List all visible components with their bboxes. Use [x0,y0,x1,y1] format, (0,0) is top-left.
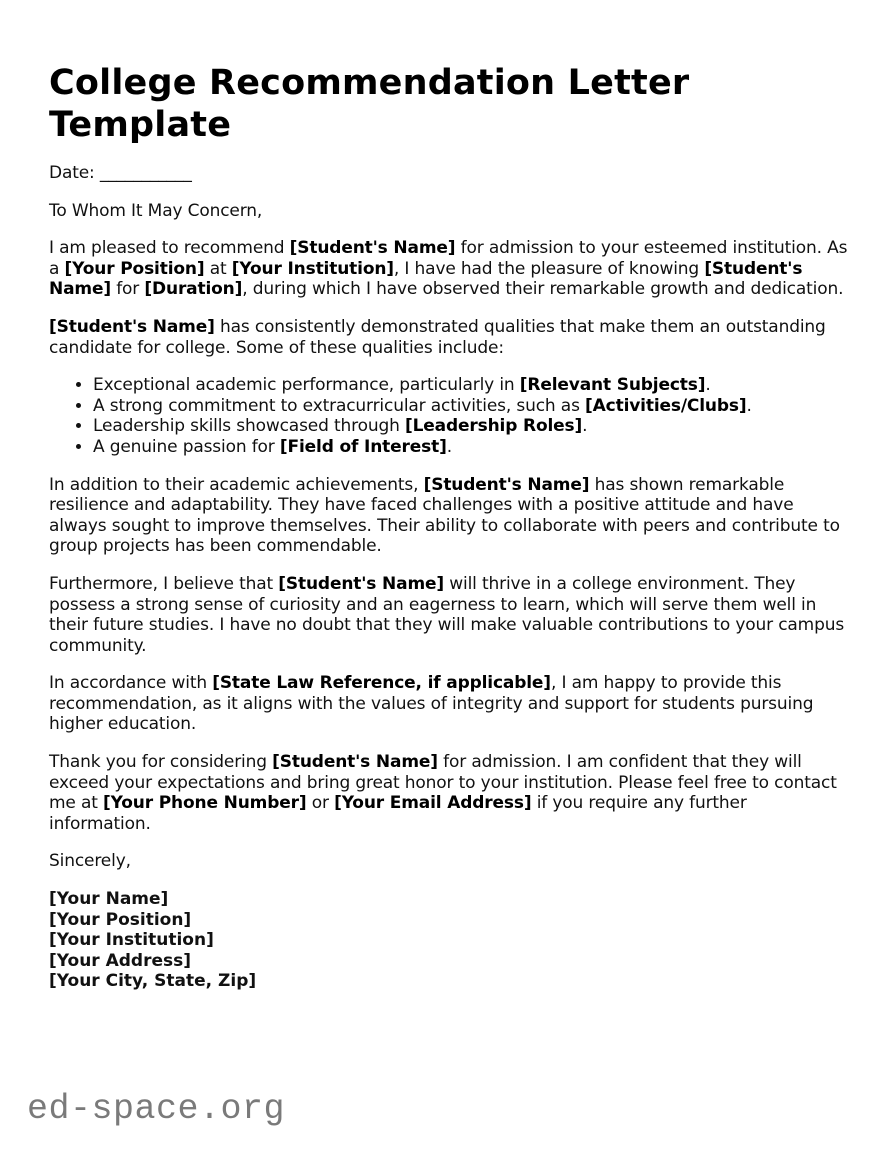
text: . [746,395,752,416]
placeholder-activities-clubs: [Activities/Clubs] [585,395,747,416]
closing: Sincerely, [49,851,131,872]
letter-document [49,62,849,992]
placeholder-students-name: [Student's Name] [278,573,445,594]
placeholder-state-law-reference: [State Law Reference, if applicable] [212,673,551,694]
placeholder-students-name: [Student's Name] [272,752,438,773]
text: will thrive in a college environment. They possess a strong sense of curiosity and an eagerness to learn, which will serve them well in their future studies. I have no doubt that they will make valuable contributions to your campus community. [49,573,845,656]
text: In addition to their academic achievements, [49,474,424,495]
text: Furthermore, I believe that [49,573,279,594]
placeholder-email-address: [Your Email Address] [334,793,532,814]
text: or [306,793,335,814]
list-item [93,396,849,417]
placeholder-relevant-subjects: [Relevant Subjects] [519,375,706,396]
placeholder-duration: [Duration] [144,279,243,300]
text: . [705,375,711,396]
placeholder-your-position: [Your Position] [64,258,205,279]
text: Exceptional academic performance, particularly in [93,375,520,396]
placeholder-students-name: [Student's Name] [423,474,590,495]
placeholder-students-name: [Student's Name] [49,258,803,300]
signature-address: [Your Address] [49,950,192,971]
paragraph-resilience [49,475,849,557]
text: for admission to your esteemed institution. As a [49,238,848,279]
placeholder-your-institution: [Your Institution] [231,258,394,279]
list-item [93,416,849,437]
paragraph-qualities-intro [49,317,849,358]
placeholder-phone-number: [Your Phone Number] [103,793,307,814]
qualities-list [49,375,849,457]
text: I am pleased to recommend [49,238,290,259]
salutation: To Whom It May Concern, [49,200,263,221]
text: Leadership skills showcased through [93,416,405,437]
placeholder-students-name: [Student's Name] [49,316,215,337]
text: . [446,436,452,457]
placeholder-students-name: [Student's Name] [289,238,456,259]
text: has consistently demonstrated qualities that make them an outstanding candidate for college. Some of these qualities include: [49,316,826,358]
text: Thank you for considering [49,752,273,773]
text: , I am happy to provide this recommendation, as it aligns with the values of integrity and support for students pursuing higher education. [49,673,814,735]
date-line: Date: ___________ [49,163,192,183]
list-item [93,437,849,458]
text: . [582,416,588,437]
text: for [110,279,145,300]
text: for admission. I am confident that they will exceed your expectations and bring great honor to your institution. Please feel free to contact me at [49,752,837,814]
signature-name: [Your Name] [49,889,169,910]
placeholder-field-of-interest: [Field of Interest] [279,436,447,457]
text: at [204,258,232,279]
list-item [93,375,849,396]
signature-block [49,889,849,992]
placeholder-leadership-roles: [Leadership Roles] [404,416,583,437]
text: A genuine passion for [93,436,280,457]
paragraph-thank-you [49,752,849,834]
paragraph-college-readiness [49,574,849,656]
signature-institution: [Your Institution] [49,930,214,951]
text: In accordance with [49,673,213,694]
text: , during which I have observed their remarkable growth and dedication. [242,279,844,300]
signature-position: [Your Position] [49,909,192,930]
text: if you require any further information. [49,793,747,834]
text: , I have had the pleasure of knowing [393,258,705,279]
page-title: College Recommendation Letter Template [49,63,690,145]
paragraph-introduction [49,238,849,300]
watermark: ed-space.org [27,1089,286,1129]
text: has shown remarkable resilience and adaptability. They have faced challenges with a positive attitude and have always sought to improve themselves. Their ability to collaborate with peers and contribute to group projects has been commendable. [49,474,840,557]
paragraph-state-law [49,673,849,735]
signature-city-state-zip: [Your City, State, Zip] [49,971,257,992]
text: A strong commitment to extracurricular activities, such as [93,395,586,416]
